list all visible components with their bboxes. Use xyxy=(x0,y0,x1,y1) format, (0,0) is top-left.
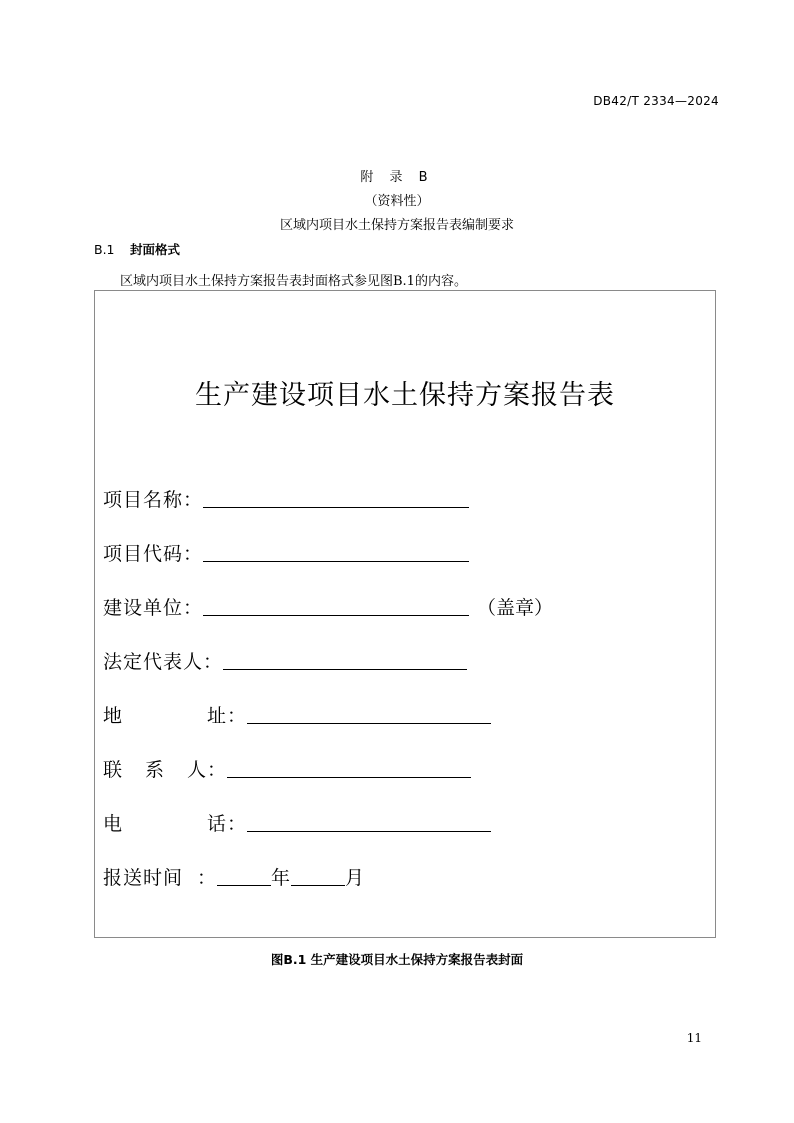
submit-time-label: 报送时间 xyxy=(103,867,184,889)
field-contact-person xyxy=(103,755,471,785)
seal-note: （盖章） xyxy=(477,597,554,619)
appendix-nature: （资料性） xyxy=(364,194,430,209)
address-label-part1: 地 xyxy=(103,705,124,727)
cover-title: 生产建设项目水土保持方案报告表 xyxy=(195,380,615,411)
field-project-name xyxy=(103,485,469,515)
legal-rep-input-line[interactable] xyxy=(223,647,467,670)
contact-label-part3: 人： xyxy=(187,759,228,781)
legal-rep-label: 法定代表人： xyxy=(103,651,224,673)
field-submit-time xyxy=(103,863,365,893)
project-name-label: 项目名称： xyxy=(103,489,204,511)
section-title: 封面格式 xyxy=(130,242,181,257)
project-name-input-line[interactable] xyxy=(203,485,469,508)
document-code: DB42/T 2334—2024 xyxy=(593,94,719,108)
cover-figure-frame xyxy=(94,290,716,938)
construction-unit-input-line[interactable] xyxy=(203,593,469,616)
appendix-heading xyxy=(0,166,794,238)
contact-label-part1: 联 xyxy=(103,759,124,781)
section-heading xyxy=(94,240,180,258)
appendix-subtitle: 区域内项目水土保持方案报告表编制要求 xyxy=(279,218,514,233)
field-project-code xyxy=(103,539,469,569)
month-unit: 月 xyxy=(345,867,366,889)
project-code-input-line[interactable] xyxy=(203,539,469,562)
phone-label-part2: 话： xyxy=(207,813,248,835)
month-input-line[interactable] xyxy=(291,863,345,886)
year-unit: 年 xyxy=(271,867,292,889)
field-legal-representative xyxy=(103,647,467,677)
page-number: 11 xyxy=(686,1031,702,1045)
contact-label-part2: 系 xyxy=(145,759,166,781)
construction-unit-label: 建设单位： xyxy=(103,597,204,619)
contact-input-line[interactable] xyxy=(227,755,471,778)
intro-paragraph: 区域内项目水土保持方案报告表封面格式参见图B.1的内容。 xyxy=(120,274,467,289)
year-input-line[interactable] xyxy=(217,863,271,886)
figure-caption: 图B.1 生产建设项目水土保持方案报告表封面 xyxy=(270,952,524,967)
field-address xyxy=(103,701,491,731)
field-phone xyxy=(103,809,491,839)
submit-time-colon: ： xyxy=(197,867,218,889)
appendix-title: 附 录 B xyxy=(360,170,434,185)
phone-input-line[interactable] xyxy=(247,809,491,832)
phone-label-part1: 电 xyxy=(103,813,124,835)
project-code-label: 项目代码： xyxy=(103,543,204,565)
section-number: B.1 xyxy=(94,242,115,257)
address-label-part2: 址： xyxy=(207,705,248,727)
address-input-line[interactable] xyxy=(247,701,491,724)
field-construction-unit xyxy=(103,593,553,623)
